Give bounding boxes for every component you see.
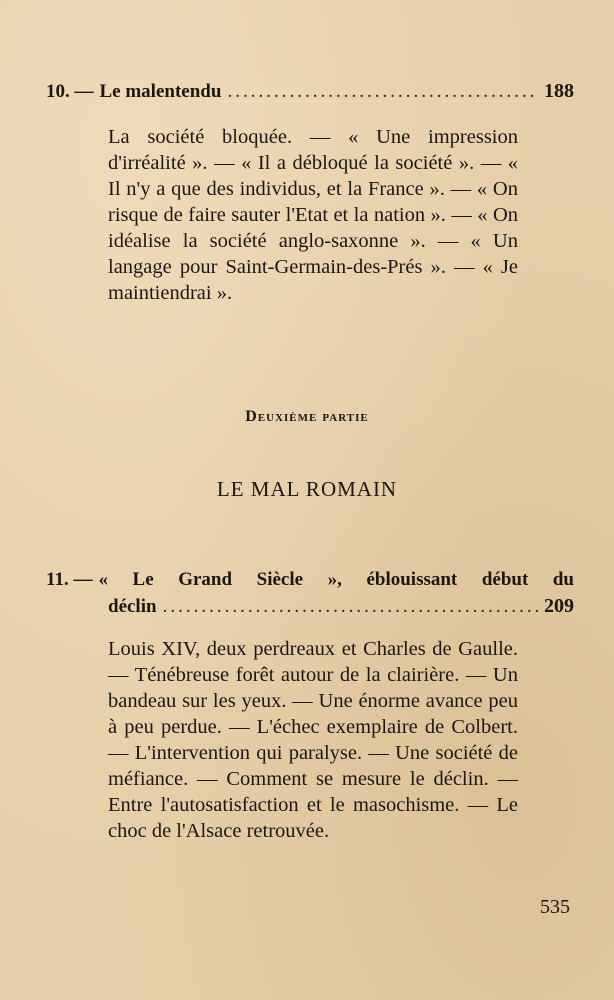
page-number: 535 <box>540 896 570 918</box>
chapter-11-summary <box>108 636 518 844</box>
chapter-title-line-1: « Le Grand Siècle », éblouissant début du <box>98 569 574 590</box>
part-label: Deuxième partie <box>245 408 369 425</box>
leader-dots <box>227 78 538 105</box>
chapter-number: 11. — <box>46 569 93 590</box>
leader-dots <box>163 593 538 620</box>
chapter-11-heading <box>46 566 574 620</box>
chapter-10-summary <box>108 124 518 306</box>
chapter-summary-text: La société bloquée. — « Une impression d'irréalité ». — « Il a débloqué la société ». — « Il n'y a que des individus, et la France ». — « On risque de faire sauter l'Etat et la nation ». — « On idéalise la société anglo-saxonne ». — « Un langage pour Saint-Germain-des-Prés ». — « Je maintiendrai ». <box>108 126 518 304</box>
part-title: LE MAL ROMAIN <box>216 477 398 501</box>
chapter-page-number: 188 <box>544 80 574 102</box>
chapter-page-number: 209 <box>544 595 574 617</box>
chapter-title-line-2: déclin <box>108 596 157 617</box>
chapter-summary-text: Louis XIV, deux perdreaux et Charles de Gaulle. — Ténébreuse forêt autour de la clairière. — Un bandeau sur les yeux. — Une énorme avance peu à peu perdue. — L'échec exemplaire de Colbert. — L'intervention qui paralyse. — Une société de méfiance. — Comment se mesure le déclin. — Entre l'autosatisfaction et le masochisme. — Le choc de l'Alsace retrouvée. <box>108 638 518 842</box>
chapter-title: Le malentendu <box>99 81 222 102</box>
chapter-number: 10. — <box>46 81 94 102</box>
chapter-10-heading <box>46 78 574 105</box>
